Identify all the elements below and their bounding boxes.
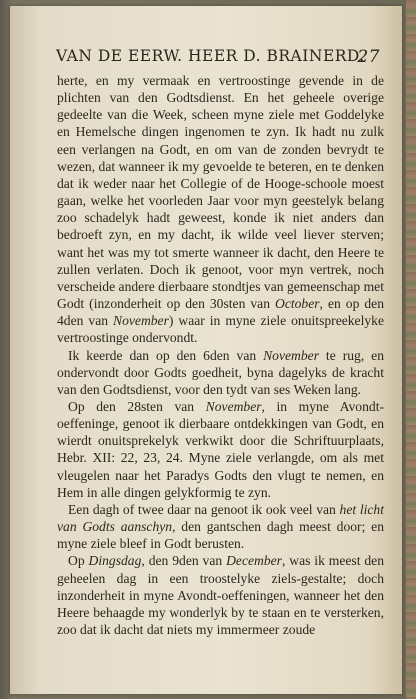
text-run: ) waar in myne ziele onuitspreekelyke vertroostinge ondervondt. [57, 313, 384, 346]
text-run: , was ik meest den geheelen dag in een troostelyke ziels-gestalte; doch inzonderheit in myne Avondt-oeffeningen, wanneer het den Heere behaagde my wonderlyk by te staan en te versterken, zoo dat ik dacht dat niets my immermeer zoude [57, 553, 385, 637]
text-run: Op [68, 553, 89, 569]
text-run-italic: Dingsdag [88, 553, 142, 569]
paragraph [57, 72, 384, 347]
running-head: VAN DE EERW. HEER D. BRAINERD. [56, 47, 365, 65]
text-run: , den 9den van [141, 553, 227, 569]
paragraph [57, 501, 384, 552]
text-run: , den gantschen dagh meest door; en myne ziele bleef in Godt berusten. [57, 519, 384, 552]
body-text [57, 72, 384, 638]
running-header [56, 47, 384, 69]
text-run-italic: November [113, 313, 169, 329]
text-run: , in myne Avondt-oeffeninge, genoot ik dierbaare ontdekkingen van Godt, en wierdt onuitsprekelyk verkwikt door die Schriftuurplaats, Hebr. XII: 22, 23, 24. Myne ziele verlangde, om als met vleugelen naar het Paradys Godts den vlugt te nemen, en Hem in alle dingen gelykformig te zyn. [57, 398, 384, 500]
paragraph [57, 347, 384, 398]
text-run-italic: December [226, 553, 282, 569]
page-number: 27 [357, 47, 380, 67]
text-run-italic: November [263, 347, 319, 363]
text-run: te rug, en ondervondt door Godts goedheit, byna dagelyks de kracht van den Godtsdienst, voor den tydt van ses Weken lang. [57, 347, 384, 397]
paragraph [57, 552, 384, 638]
text-run: Ik keerde dan op den 6den van [68, 347, 264, 363]
paragraph [57, 398, 384, 501]
book-edge [406, 0, 416, 699]
text-run: Een dagh of twee daar na genoot ik ook veel van [68, 501, 340, 517]
text-run: , en op den 4den van [57, 296, 384, 329]
text-run-italic: October [275, 296, 320, 312]
text-run-italic: November [205, 398, 262, 414]
text-run-italic: het licht van Godts aanschyn [57, 501, 384, 535]
text-run: herte, en my vermaak en vertroostinge gevende in de plichten van den Godtsdienst. En het geheele overige gedeelte van die Week, scheen myne ziele met Goddelyke en Hemelsche dingen ingenomen te zyn. Ik hadt nu zulk een verlangen na Godt, en om van de zonden bevrydt te wezen, dat wanneer ik my gevoelde te beteren, en te denken dat ik weder naar het Collegie of de Hooge-schoole moest gaan, welke het voorleden Jaar voor myn geestelyk belang zoo schadelyk hadt geweest, konde ik niet anders dan bedroeft zyn, en my dacht, ik wilde veel liever sterven; want het was my tot smerte wanneer ik dacht, den Heere te zullen verlaten. Doch ik genoot, voor myn vertrek, noch verscheide andere dierbaare stondtjes van gemeenschap met Godt (inzonderheit op den 30sten van [57, 73, 384, 312]
text-run: Op den 28sten van [68, 398, 206, 414]
